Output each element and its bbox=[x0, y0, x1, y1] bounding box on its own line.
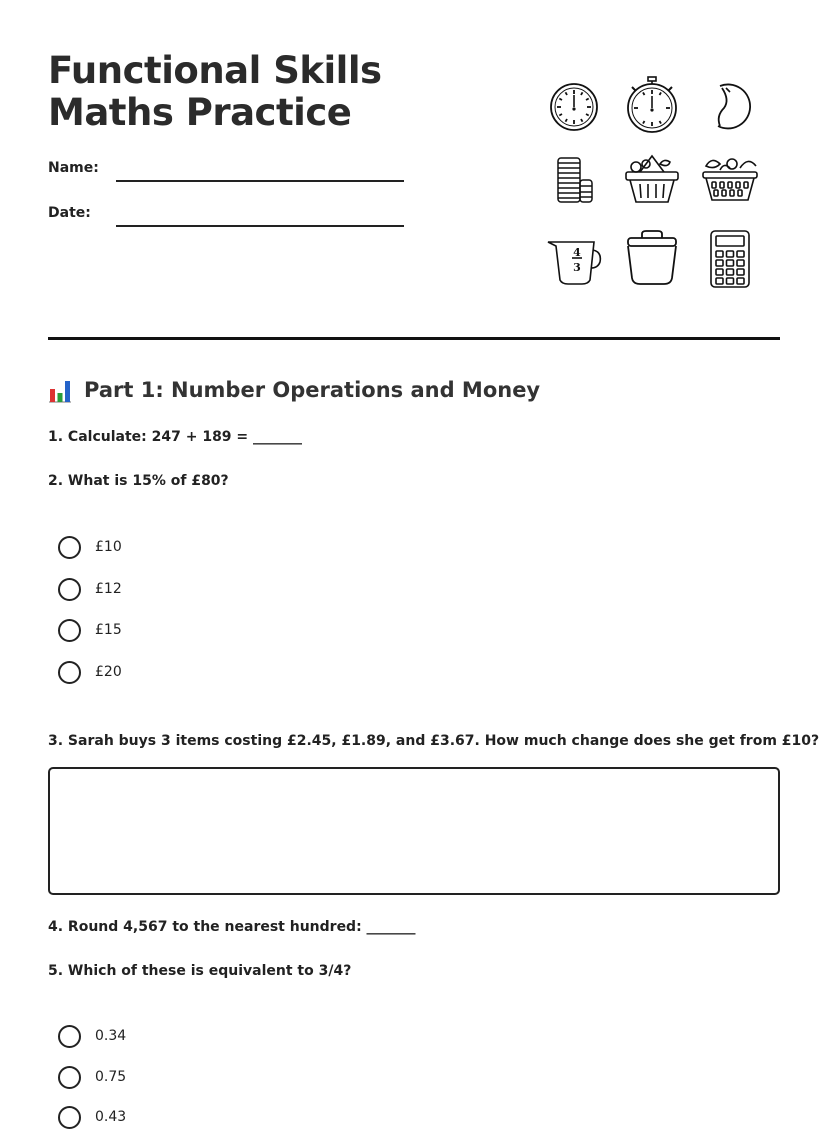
name-field[interactable] bbox=[116, 180, 404, 182]
q2-option-a[interactable] bbox=[58, 534, 122, 560]
q2-option-d[interactable] bbox=[58, 659, 122, 685]
radio-button[interactable] bbox=[58, 1025, 81, 1048]
option-label: £10 bbox=[95, 539, 122, 555]
q3-answer-box[interactable] bbox=[48, 767, 780, 895]
lunchbox-icon bbox=[622, 228, 682, 290]
jug-fraction-bottom: 3 bbox=[573, 261, 581, 274]
radio-button[interactable] bbox=[58, 619, 81, 642]
page-title: Functional Skills Maths Practice bbox=[48, 49, 382, 134]
option-label: £15 bbox=[95, 622, 122, 638]
question-1: 1. Calculate: 247 + 189 = _______ bbox=[48, 429, 303, 445]
radio-button[interactable] bbox=[58, 661, 81, 684]
shopping-basket-icon bbox=[622, 150, 682, 212]
question-3: 3. Sarah buys 3 items costing £2.45, £1.89, and £3.67. How much change does she get from £10? bbox=[48, 733, 820, 749]
option-label: £20 bbox=[95, 664, 122, 680]
option-label: 0.34 bbox=[95, 1028, 127, 1044]
bar-chart-icon bbox=[48, 377, 72, 403]
radio-button[interactable] bbox=[58, 578, 81, 601]
option-label: 0.75 bbox=[95, 1069, 127, 1085]
question-5: 5. Which of these is equivalent to 3/4? bbox=[48, 963, 352, 979]
produce-basket-icon bbox=[700, 150, 760, 212]
date-field[interactable] bbox=[116, 225, 404, 227]
clock-icon bbox=[544, 74, 604, 136]
question-2: 2. What is 15% of £80? bbox=[48, 473, 229, 489]
radio-button[interactable] bbox=[58, 536, 81, 559]
timer-icon bbox=[700, 74, 760, 136]
q5-option-b[interactable] bbox=[58, 1064, 126, 1090]
coin-stack-icon bbox=[544, 150, 604, 212]
q2-option-b[interactable] bbox=[58, 576, 122, 602]
section-header bbox=[48, 374, 540, 406]
stopwatch-icon bbox=[622, 74, 682, 136]
name-label: Name: bbox=[48, 160, 99, 176]
q5-option-c[interactable] bbox=[58, 1104, 126, 1130]
option-label: £12 bbox=[95, 581, 122, 597]
q5-option-a[interactable] bbox=[58, 1023, 126, 1049]
calculator-icon bbox=[700, 228, 760, 290]
icon-grid bbox=[544, 74, 764, 294]
section-divider bbox=[48, 337, 780, 340]
date-label: Date: bbox=[48, 205, 91, 221]
q2-option-c[interactable] bbox=[58, 617, 122, 643]
worksheet-page bbox=[48, 0, 820, 1125]
radio-button[interactable] bbox=[58, 1106, 81, 1129]
question-4: 4. Round 4,567 to the nearest hundred: _______ bbox=[48, 919, 416, 935]
jug-fraction-top: 4 bbox=[573, 246, 581, 259]
section-title: Part 1: Number Operations and Money bbox=[84, 378, 541, 402]
option-label: 0.43 bbox=[95, 1109, 127, 1125]
measuring-jug-icon bbox=[544, 228, 604, 290]
radio-button[interactable] bbox=[58, 1066, 81, 1089]
